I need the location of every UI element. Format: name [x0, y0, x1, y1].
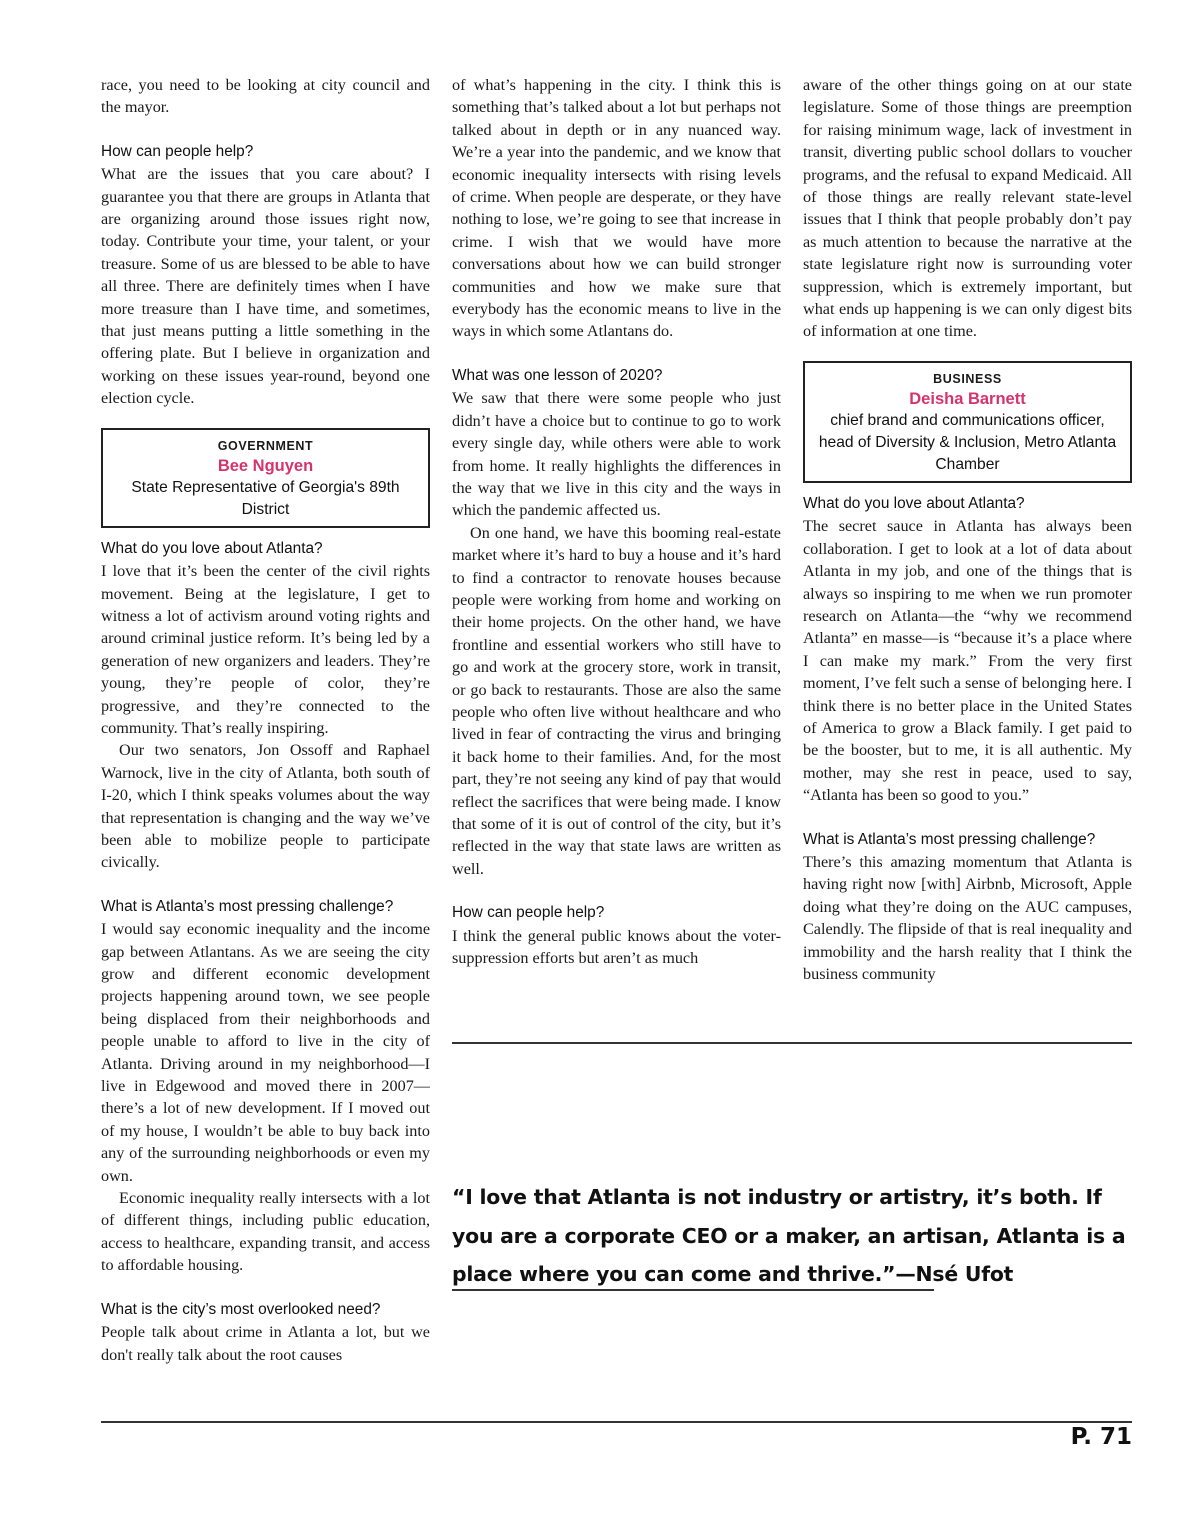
pull-quote: “I love that Atlanta is not industry or artistry, it’s both. If you are a corporate CEO or a maker, an artisan, Atlanta is a place where you can come and thrive.”—Nsé Ufot	[452, 1185, 1126, 1286]
profile-box-government	[101, 428, 430, 528]
body-paragraph: race, you need to be looking at city council and the mayor.	[101, 76, 430, 117]
question-heading: What is the city’s most overlooked need?	[101, 1300, 381, 1318]
question-heading: What was one lesson of 2020?	[452, 366, 663, 384]
profile-title: State Representative of Georgia's 89th District	[131, 478, 400, 518]
profile-box-business	[803, 361, 1132, 483]
question-heading: How can people help?	[101, 142, 254, 160]
footer-divider	[101, 1421, 1132, 1423]
body-paragraph: There’s this amazing momentum that Atlanta is having right now [with] Airbnb, Microsoft, Apple doing what they’re doing on the AUC campuses, Calendly. The flipside of that is real inequality and immobility and the harsh reality that I think the business community	[803, 852, 1132, 983]
column-3	[803, 74, 1132, 985]
profile-name: Deisha Barnett	[909, 389, 1026, 408]
question-heading: What do you love about Atlanta?	[101, 539, 323, 557]
body-paragraph: We saw that there were some people who just didn’t have a choice but to continue to go to work every single day, while others were able to work from home. It really highlights the differences in the way that we live in this city and the ways in which the pandemic affected us.	[452, 389, 781, 520]
question-heading: How can people help?	[452, 904, 605, 922]
question-heading: What is Atlanta’s most pressing challenge?	[803, 830, 1096, 848]
profile-category: BUSINESS	[933, 371, 1002, 386]
body-paragraph: aware of the other things going on at our state legislature. Some of those things are preemption for raising minimum wage, lack of investment in transit, diverting public school dollars to voucher programs, and the refusal to expand Medicaid. All of those things are really relevant state-level issues that I think that people probably don’t pay as much attention to because the narrative at the state legislature right now is surrounding voter suppression, which is extremely important, but what ends up happening is we can only digest bits of information at one time.	[803, 76, 1132, 341]
body-paragraph: I think the general public knows about the voter-suppression efforts but aren’t as much	[452, 926, 781, 968]
body-paragraph: Our two senators, Jon Ossoff and Raphael Warnock, live in the city of Atlanta, both south of I-20, which I think speaks volumes about the way that representation is changing and the way we’ve been able to mobilize people to participate civically.	[101, 741, 430, 872]
body-paragraph: People talk about crime in Atlanta a lot, but we don't really talk about the root causes	[101, 1323, 430, 1364]
body-paragraph: I would say economic inequality and the income gap between Atlantans. As we are seeing the city grow and different economic development projects happening around town, we see people being displaced from their neighborhoods and people unable to afford to live in the city of Atlanta. Driving around in my neighborhood—I live in Edgewood and moved there in 2007—there’s a lot of new development. If I moved out of my house, I wouldn’t be able to buy back into any of the surrounding neighborhoods or even my own.	[101, 920, 430, 1185]
page-number: P. 71	[1070, 1424, 1132, 1450]
column-2	[452, 74, 781, 969]
section-divider	[452, 1042, 1132, 1044]
profile-name: Bee Nguyen	[217, 456, 314, 475]
body-paragraph: I love that it’s been the center of the civil rights movement. Being at the legislature, I get to witness a lot of activism around voting rights and around criminal justice reform. It’s being led by a generation of new organizers and leaders. They’re young, they’re people of color, they’re progressive, and they’re connected to the community. That’s really inspiring.	[101, 562, 430, 737]
body-paragraph: The secret sauce in Atlanta has always been collaboration. I get to look at a lot of data about Atlanta in my job, and one of the things that is always so inspiring to me when we run promoter research on Atlanta—the “why we recommend Atlanta” en masse—is “because it’s a place where I can make my mark.” From the very first moment, I’ve felt such a sense of belonging here. I think there is no better place in the United States of America to grow a Black family. I get paid to be the booster, but to me, it is all authentic. My mother, may she rest in peace, used to say, “Atlanta has been so good to you.”	[803, 517, 1132, 805]
body-paragraph: of what’s happening in the city. I think this is something that’s talked about a lot but perhaps not talked about in depth or in any nuanced way. We’re a year into the pandemic, and we know that economic inequality intersects with rising levels of crime. When people are desperate, or they have nothing to lose, we’re going to see that increase in crime. I wish that we would have more conversations about how we can build stronger communities and how we make sure that everybody has the economic means to live in the ways in which some Atlantans do.	[452, 76, 781, 341]
body-paragraph: What are the issues that you care about? I guarantee you that there are groups in Atlanta that are organizing around those issues right now, today. Contribute your time, your talent, or your treasure. Some of us are blessed to be able to have all three. There are definitely times when I have more treasure than I have time, and sometimes, that just means putting a little something in the offering plate. But I believe in organization and working on these issues year-round, beyond one election cycle.	[101, 165, 430, 408]
body-paragraph: Economic inequality really intersects with a lot of different things, including public education, access to healthcare, expanding transit, and access to affordable housing.	[101, 1189, 430, 1275]
question-heading: What do you love about Atlanta?	[803, 494, 1025, 512]
pull-quote-underline	[452, 1289, 934, 1291]
column-1	[101, 74, 430, 1366]
question-heading: What is Atlanta’s most pressing challenge?	[101, 897, 394, 915]
profile-title: chief brand and communications officer, head of Diversity & Inclusion, Metro Atlanta Chamber	[818, 411, 1117, 473]
body-paragraph: On one hand, we have this booming real-estate market where it’s hard to buy a house and it’s hard to find a contractor to renovate houses because people were working from home and working on their home projects. On the other hand, we have frontline and essential workers who still have to go and work at the grocery store, work in transit, or go back to restaurants. Those are also the same people who often live without healthcare and who lived in fear of contracting the virus and bringing it back home to their families. And, for the most part, they’re not seeing any kind of pay that would reflect the sacrifices that were being made. I know that some of it is out of control of the city, but it’s reflected in the way that state laws are written as well.	[452, 523, 781, 878]
profile-category: GOVERNMENT	[217, 438, 314, 453]
